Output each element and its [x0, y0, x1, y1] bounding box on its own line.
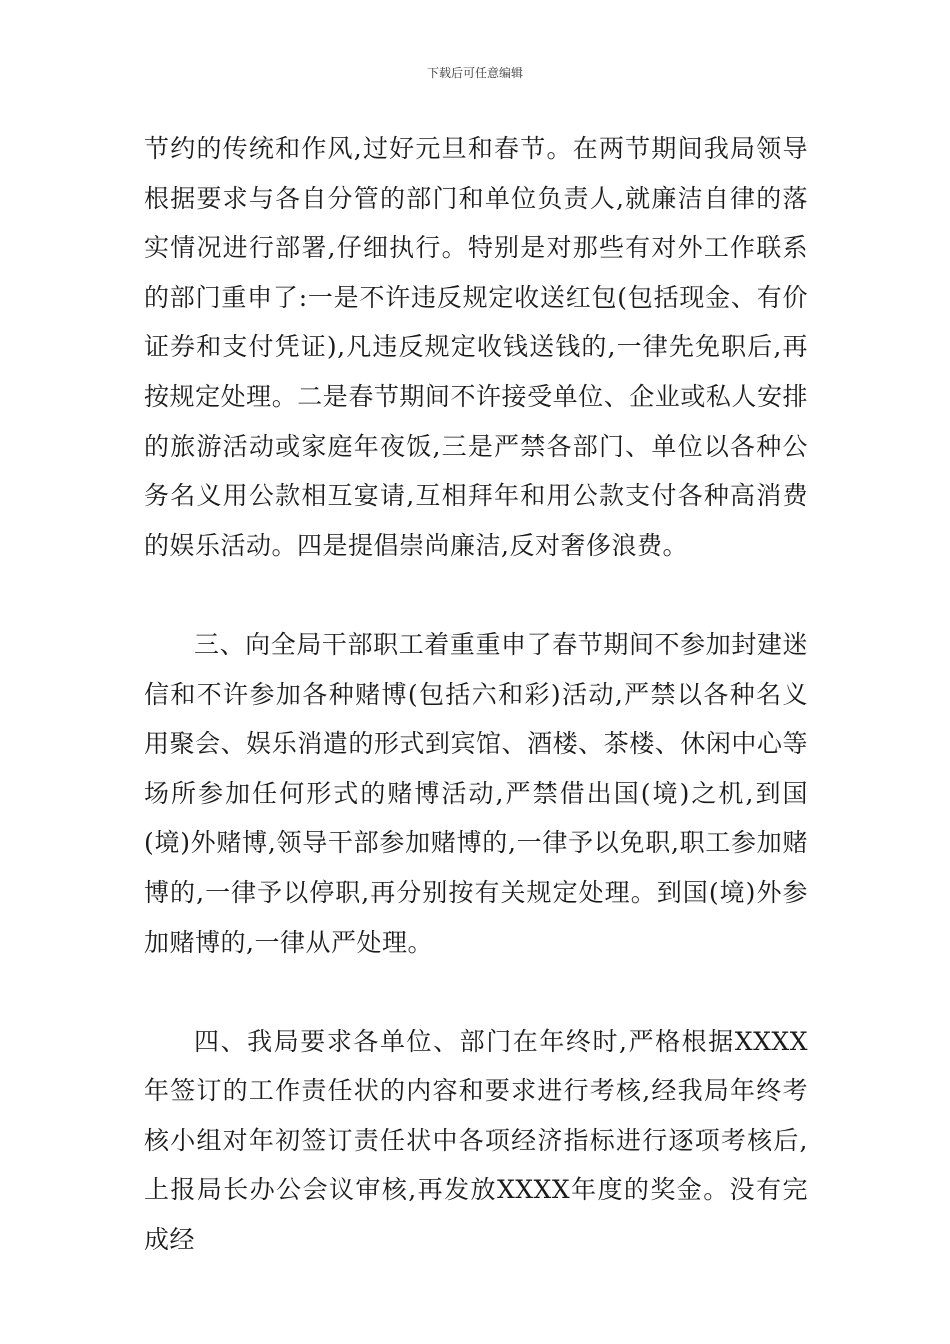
page-header: 下载后可任意编辑 [426, 66, 523, 80]
paragraph-continuation: 节约的传统和作风,过好元旦和春节。在两节期间我局领导根据要求与各自分管的部门和单位负责人,就廉洁自律的落实情况进行部署,仔细执行。特别是对那些有对外工作联系的部门重申了:一是不许违反规定收送红包(包括现金、有价证券和支付凭证),凡违反规定收钱送钱的,一律先免职后,再按规定处理。二是春节期间不许接受单位、企业或私人安排的旅游活动或家庭年夜饭,三是严禁各部门、单位以各种公务名义用公款相互宴请,互相拜年和用公款支付各种高消费的娱乐活动。四是提倡崇尚廉洁,反对奢侈浪费。 [144, 134, 808, 560]
paragraph-gap [144, 570, 808, 620]
paragraph-gap [144, 967, 808, 1017]
paragraph-section-three: 三、向全局干部职工着重重申了春节期间不参加封建迷信和不许参加各种赌博(包括六和彩)活动,严禁以各种名义用聚会、娱乐消遣的形式到宾馆、酒楼、茶楼、休闲中心等场所参加任何形式的赌博活动,严禁借出国(境)之机,到国(境)外赌博,领导干部参加赌博的,一律予以免职,职工参加赌博的,一律予以停职,再分别按有关规定处理。到国(境)外参加赌博的,一律从严处理。 [144, 629, 808, 957]
paragraph-section-four: 四、我局要求各单位、部门在年终时,严格根据XXXX年签订的工作责任状的内容和要求进行考核,经我局年终考核小组对年初签订责任状中各项经济指标进行逐项考核后,上报局长办公会议审核,再发放XXXX年度的奖金。没有完成经 [144, 1026, 808, 1255]
document-body [144, 124, 808, 1265]
